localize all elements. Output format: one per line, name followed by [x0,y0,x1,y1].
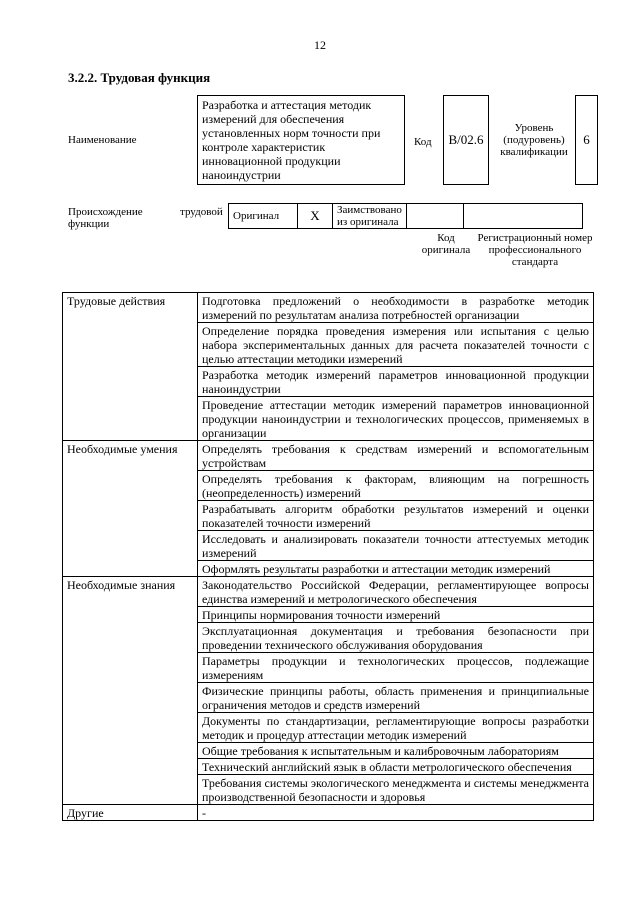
qualification-level-label: Уровень (подуровень) квалификации [500,122,568,158]
list-item: Разрабатывать алгоритм обработки результатов измерений и оценки показателей точности измерений [198,501,594,531]
list-item: Определять требования к факторам, влияющим на погрешность (неопределенность) измерений [198,471,594,501]
qualification-level-box: 6 [575,95,598,185]
origin-label [68,206,228,230]
list-item: Проведение аттестации методик измерений параметров инновационной продукции наноиндустрии и технологических процессов, применяемых в организации [198,397,594,441]
code-original-caption: Код оригинала [421,232,471,256]
list-item: Документы по стандартизации, регламентирующие вопросы разработки методик и процедур аттестации методик измерений [198,713,594,743]
origin-table [228,203,583,229]
list-item: Законодательство Российской Федерации, регламентирующее вопросы единства измерений и метрологического обеспечения [198,577,594,607]
list-item: Требования системы экологического менеджмента и системы менеджмента производственной безопасности и здоровья [198,775,594,805]
code-value-box: B/02.6 [443,95,489,185]
function-details-table [62,292,594,821]
original-mark-cell: X [298,204,333,229]
list-item: Оформлять результаты разработки и аттестации методик измерений [198,561,594,577]
origin-label-word: трудовой [180,206,223,218]
list-item: Технический английский язык в области метрологического обеспечения [198,759,594,775]
reg-number-cell [463,204,582,229]
section-title: 3.2.2. Трудовая функция [68,70,211,85]
list-item: Исследовать и анализировать показатели точности аттестуемых методик измерений [198,531,594,561]
name-label: Наименование [68,134,137,146]
section-title-cell: Трудовые действия [63,293,198,441]
section-title-cell: Необходимые умения [63,441,198,577]
section-title-cell: Другие [63,805,198,821]
list-item: Принципы нормирования точности измерений [198,607,594,623]
table-row [63,577,594,607]
list-item: Эксплуатационная документация и требования безопасности при проведении технического обслуживания оборудования [198,623,594,653]
list-item: Определять требования к средствам измерений и вспомогательным устройствам [198,441,594,471]
list-item: Определение порядка проведения измерения или испытания с целью набора экспериментальных данных для расчета показателей точности с целью аттестации методики измерений [198,323,594,367]
section-title-cell: Необходимые знания [63,577,198,805]
table-row [63,805,594,821]
list-item: - [198,805,594,821]
list-item: Общие требования к испытательным и калибровочным лабораториям [198,743,594,759]
origin-label-text: Происхождение функции [68,206,143,230]
code-original-cell [406,204,463,229]
function-name-box: Разработка и аттестация методик измерений для обеспечения установленных норм точности при контроле характеристик инновационной продукции наноиндустрии [197,95,405,185]
borrowed-label-cell: Заимствовано из оригинала [333,204,407,229]
code-label: Код [414,136,432,148]
table-row [63,293,594,323]
list-item: Параметры продукции и технологических процессов, подлежащие измерениям [198,653,594,683]
reg-number-caption: Регистрационный номер профессионального стандарта [477,232,593,268]
page-number: 12 [314,38,326,52]
list-item: Подготовка предложений о необходимости в разработке методик измерений по результатам анализа потребностей организации [198,293,594,323]
table-row [63,441,594,471]
list-item: Физические принципы работы, область применения и принципиальные ограничения методов и средств измерений [198,683,594,713]
list-item: Разработка методик измерений параметров инновационной продукции наноиндустрии [198,367,594,397]
original-label-cell: Оригинал [229,204,298,229]
